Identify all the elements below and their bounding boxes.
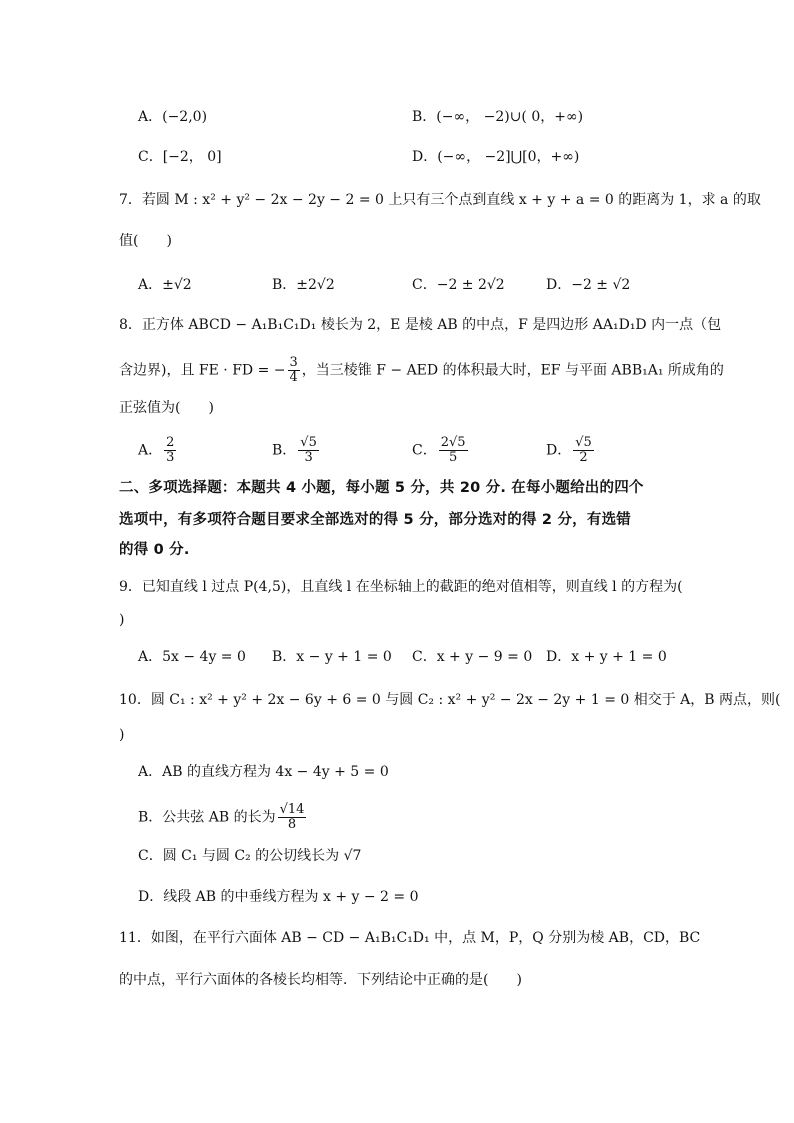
q6-option-d: D．(−∞， −2]⋃[0，+∞): [412, 149, 580, 165]
q11-stem-line1: 11．如图，在平行六面体 AB − CD − A₁B₁C₁D₁ 中，点 M，P，Q 分别为棱 AB，CD，BC: [119, 930, 701, 946]
q8-option-c-den: 5: [448, 450, 458, 465]
section2-heading-line2: 选项中，有多项符合题目要求全部选对的得 5 分，部分选对的得 2 分，有选错: [119, 512, 631, 528]
q8-option-b-num: √5: [300, 435, 317, 450]
q8-option-d-num: √5: [575, 435, 592, 450]
q10-option-c: C．圆 C₁ 与圆 C₂ 的公切线长为 √7: [138, 848, 362, 864]
q6-option-b: B．(−∞， −2)∪( 0，+∞): [412, 109, 584, 125]
q8-option-c-num: 2√5: [440, 435, 466, 450]
q8-option-b: [272, 436, 321, 465]
q8-option-a: [138, 436, 178, 465]
q8-option-a-num: 2: [166, 435, 175, 450]
q8-fraction-denominator: 4: [289, 370, 298, 385]
q8-option-c: [412, 436, 470, 465]
q10-option-a: A．AB 的直线方程为 4x − 4y + 5 = 0: [138, 764, 389, 780]
q8-fraction-numerator: 3: [289, 355, 298, 370]
q8-stem-line1: 8．正方体 ABCD − A₁B₁C₁D₁ 棱长为 2，E 是棱 AB 的中点，F 是四边形 AA₁D₁D 内一点（包: [119, 317, 722, 333]
q7-option-b: B．±2√2: [272, 277, 335, 293]
q8-stem-line2-post: ，当三棱锥 F − AED 的体积最大时，EF 与平面 ABB₁A₁ 所成角的: [301, 362, 724, 379]
section2-heading-line3: 的得 0 分.: [119, 542, 190, 558]
section2-heading-line1: 二、多项选择题：本题共 4 小题，每小题 5 分，共 20 分. 在每小题给出的四个: [119, 480, 644, 496]
q9-stem-line1: 9．已知直线 l 过点 P(4,5)，且直线 l 在坐标轴上的截距的绝对值相等，则直线 l 的方程为(: [119, 579, 683, 595]
q9-option-d: D．x + y + 1 = 0: [546, 649, 667, 665]
q10-stem-line2: ): [119, 727, 125, 743]
q8-option-a-den: 3: [166, 450, 175, 465]
q10-stem-line1: 10．圆 C₁ : x² + y² + 2x − 6y + 6 = 0 与圆 C₂ : x² + y² − 2x − 2y + 1 = 0 相交于 A，B 两点，则(: [119, 692, 781, 708]
q8-stem-line2: [119, 356, 724, 385]
q8-option-a-label: A．: [138, 442, 163, 459]
q8-stem-line2-pre: 含边界)，且 FE · FD = −: [119, 362, 286, 379]
q8-option-d-den: 2: [579, 450, 588, 465]
q7-option-c: C．−2 ± 2√2: [412, 277, 505, 293]
q11-stem-line2: 的中点，平行六面体的各棱长均相等．下列结论中正确的是( ): [119, 972, 522, 988]
q8-option-b-den: 3: [304, 450, 313, 465]
q8-option-d-label: D．: [546, 442, 572, 459]
q10-option-b-num: √14: [279, 802, 305, 817]
q8-stem-line3: 正弦值为( ): [119, 400, 214, 416]
q9-option-b: B．x − y + 1 = 0: [272, 649, 392, 665]
q10-option-b-text: B．公共弦 AB 的长为: [138, 809, 276, 826]
q9-option-c: C．x + y − 9 = 0: [412, 649, 533, 665]
q6-option-c: C．[−2， 0]: [138, 149, 222, 165]
q10-option-d: D．线段 AB 的中垂线方程为 x + y − 2 = 0: [138, 889, 419, 905]
q8-option-d: [546, 436, 596, 465]
q8-option-c-label: C．: [412, 442, 437, 459]
q7-stem-line2: 值( ): [119, 233, 172, 249]
q6-option-a: A．(−2,0): [138, 109, 208, 125]
q7-stem-line1: 7．若圆 M : x² + y² − 2x − 2y − 2 = 0 上只有三个点到直线 x + y + a = 0 的距离为 1，求 a 的取: [119, 192, 761, 208]
q9-stem-line2: ): [119, 612, 125, 628]
q10-option-b-den: 8: [287, 817, 297, 832]
q7-option-d: D．−2 ± √2: [546, 277, 631, 293]
q8-fraction: [288, 356, 300, 385]
q9-option-a: A．5x − 4y = 0: [138, 649, 246, 665]
q7-option-a: A．±√2: [138, 277, 192, 293]
q10-option-b: [138, 803, 308, 832]
q8-option-b-label: B．: [272, 442, 297, 459]
